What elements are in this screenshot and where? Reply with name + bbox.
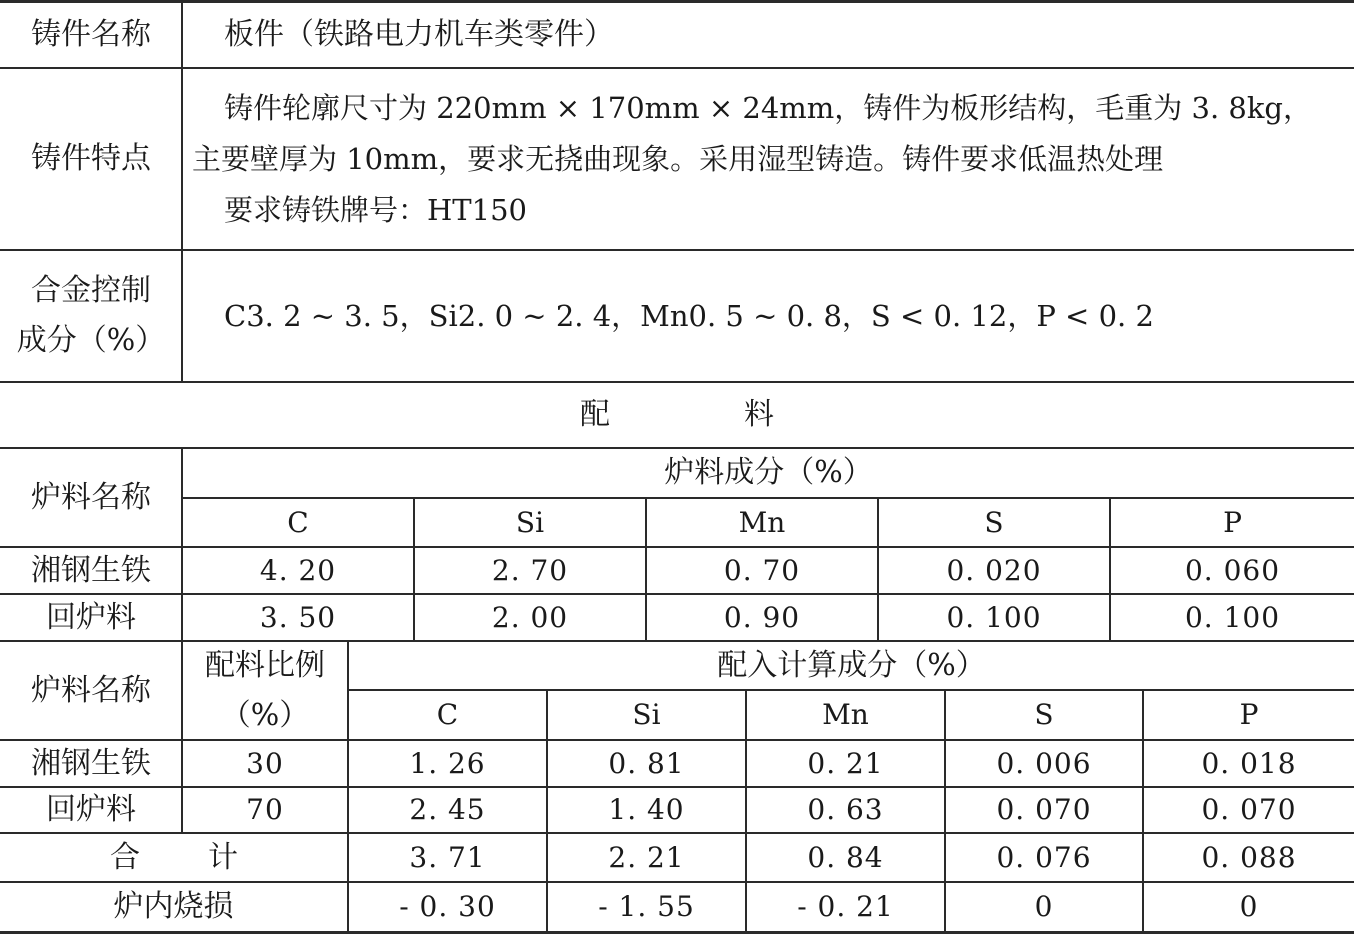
total-cell: 3. 71 bbox=[409, 840, 486, 874]
total-cell: 0. 076 bbox=[996, 840, 1092, 874]
charge-col-header: Si bbox=[515, 505, 545, 539]
calc-row-name: 回炉料 bbox=[46, 792, 136, 827]
calc-cell: 0. 006 bbox=[996, 746, 1092, 780]
charge-row-name: 回炉料 bbox=[46, 599, 136, 635]
casting-feature-line: 要求铸铁牌号：HT150 bbox=[224, 193, 527, 227]
calc-col-header: S bbox=[1034, 698, 1054, 731]
calc-col-header: Mn bbox=[822, 698, 869, 731]
charge-cell: 0. 70 bbox=[723, 553, 801, 587]
alloy-control-value: C3. 2 ~ 3. 5，Si2. 0 ~ 2. 4，Mn0. 5 ~ 0. 8，S < 0. 12，P < 0. 2 bbox=[224, 298, 1154, 333]
total-cell: 0. 088 bbox=[1201, 840, 1297, 874]
charge-cell: 0. 90 bbox=[723, 600, 801, 634]
rule bbox=[0, 381, 1354, 383]
charge-col-header: P bbox=[1223, 505, 1242, 539]
loss-cell: 0 bbox=[1239, 890, 1259, 923]
casting-name-label: 铸件名称 bbox=[31, 17, 151, 52]
total-cell: 2. 21 bbox=[608, 840, 685, 874]
section-title-part2: 料 bbox=[744, 397, 774, 432]
calc-cell: 0. 070 bbox=[996, 793, 1092, 826]
rule bbox=[0, 67, 1354, 69]
charge-cell: 0. 020 bbox=[946, 553, 1042, 587]
charge-cell: 0. 060 bbox=[1184, 553, 1281, 587]
casting-feature-line: 铸件轮廓尺寸为 220mm × 170mm × 24mm，铸件为板形结构，毛重为 3. 8kg， bbox=[224, 91, 1312, 125]
alloy-control-label bbox=[0, 251, 182, 381]
charge-name-header: 炉料名称 bbox=[31, 479, 151, 515]
calc-row-ratio: 70 bbox=[246, 793, 284, 826]
calc-cell: 0. 21 bbox=[807, 746, 884, 780]
charge-cell: 0. 100 bbox=[946, 600, 1042, 634]
charge-row-name: 湘钢生铁 bbox=[31, 552, 151, 588]
calc-composition-header: 配入计算成分（%） bbox=[717, 647, 986, 683]
charge-cell: 4. 20 bbox=[259, 553, 337, 587]
charge-cell: 2. 00 bbox=[491, 600, 569, 634]
calc-ratio-header bbox=[183, 642, 347, 739]
calc-ratio-header-line1: 配料比例 bbox=[205, 647, 325, 683]
loss-cell: - 1. 55 bbox=[598, 890, 695, 923]
casting-feature-line: 主要壁厚为 10mm，要求无挠曲现象。采用湿型铸造。铸件要求低温热处理 bbox=[192, 142, 1164, 176]
loss-cell: - 0. 21 bbox=[797, 890, 894, 923]
charge-composition-header: 炉料成分（%） bbox=[664, 455, 873, 490]
casting-feature-label: 铸件特点 bbox=[31, 141, 151, 176]
loss-label: 炉内烧损 bbox=[113, 889, 234, 924]
charge-col-header: S bbox=[984, 505, 1004, 539]
calc-cell: 0. 63 bbox=[807, 793, 884, 826]
calc-col-header: Si bbox=[632, 698, 661, 731]
calc-row-name: 湘钢生铁 bbox=[31, 745, 151, 781]
calc-cell: 0. 070 bbox=[1201, 793, 1297, 826]
calc-col-header: C bbox=[436, 698, 459, 731]
casting-name-value: 板件（铁路电力机车类零件） bbox=[224, 17, 614, 52]
total-cell: 0. 84 bbox=[807, 840, 884, 874]
calc-name-header: 炉料名称 bbox=[31, 672, 151, 708]
calc-cell: 0. 81 bbox=[608, 746, 685, 780]
total-label-part2: 计 bbox=[208, 839, 238, 875]
total-label-part1: 合 bbox=[110, 839, 140, 875]
calc-cell: 1. 26 bbox=[409, 746, 486, 780]
loss-cell: - 0. 30 bbox=[399, 890, 496, 923]
loss-cell: 0 bbox=[1034, 890, 1054, 923]
alloy-label-line2: 成分（%） bbox=[16, 323, 166, 358]
calc-col-header: P bbox=[1239, 698, 1259, 731]
calc-ratio-header-line2: （%） bbox=[220, 697, 310, 733]
alloy-label-line1: 合金控制 bbox=[31, 273, 151, 308]
charge-col-header: C bbox=[287, 505, 309, 539]
calc-cell: 1. 40 bbox=[608, 793, 685, 826]
charge-cell: 3. 50 bbox=[259, 600, 337, 634]
calc-cell: 2. 45 bbox=[409, 793, 486, 826]
charge-cell: 0. 100 bbox=[1184, 600, 1281, 634]
charge-cell: 2. 70 bbox=[491, 553, 569, 587]
section-title-part1: 配 bbox=[580, 397, 610, 432]
charge-col-header: Mn bbox=[738, 505, 786, 539]
calc-cell: 0. 018 bbox=[1201, 746, 1297, 780]
calc-row-ratio: 30 bbox=[246, 746, 284, 780]
